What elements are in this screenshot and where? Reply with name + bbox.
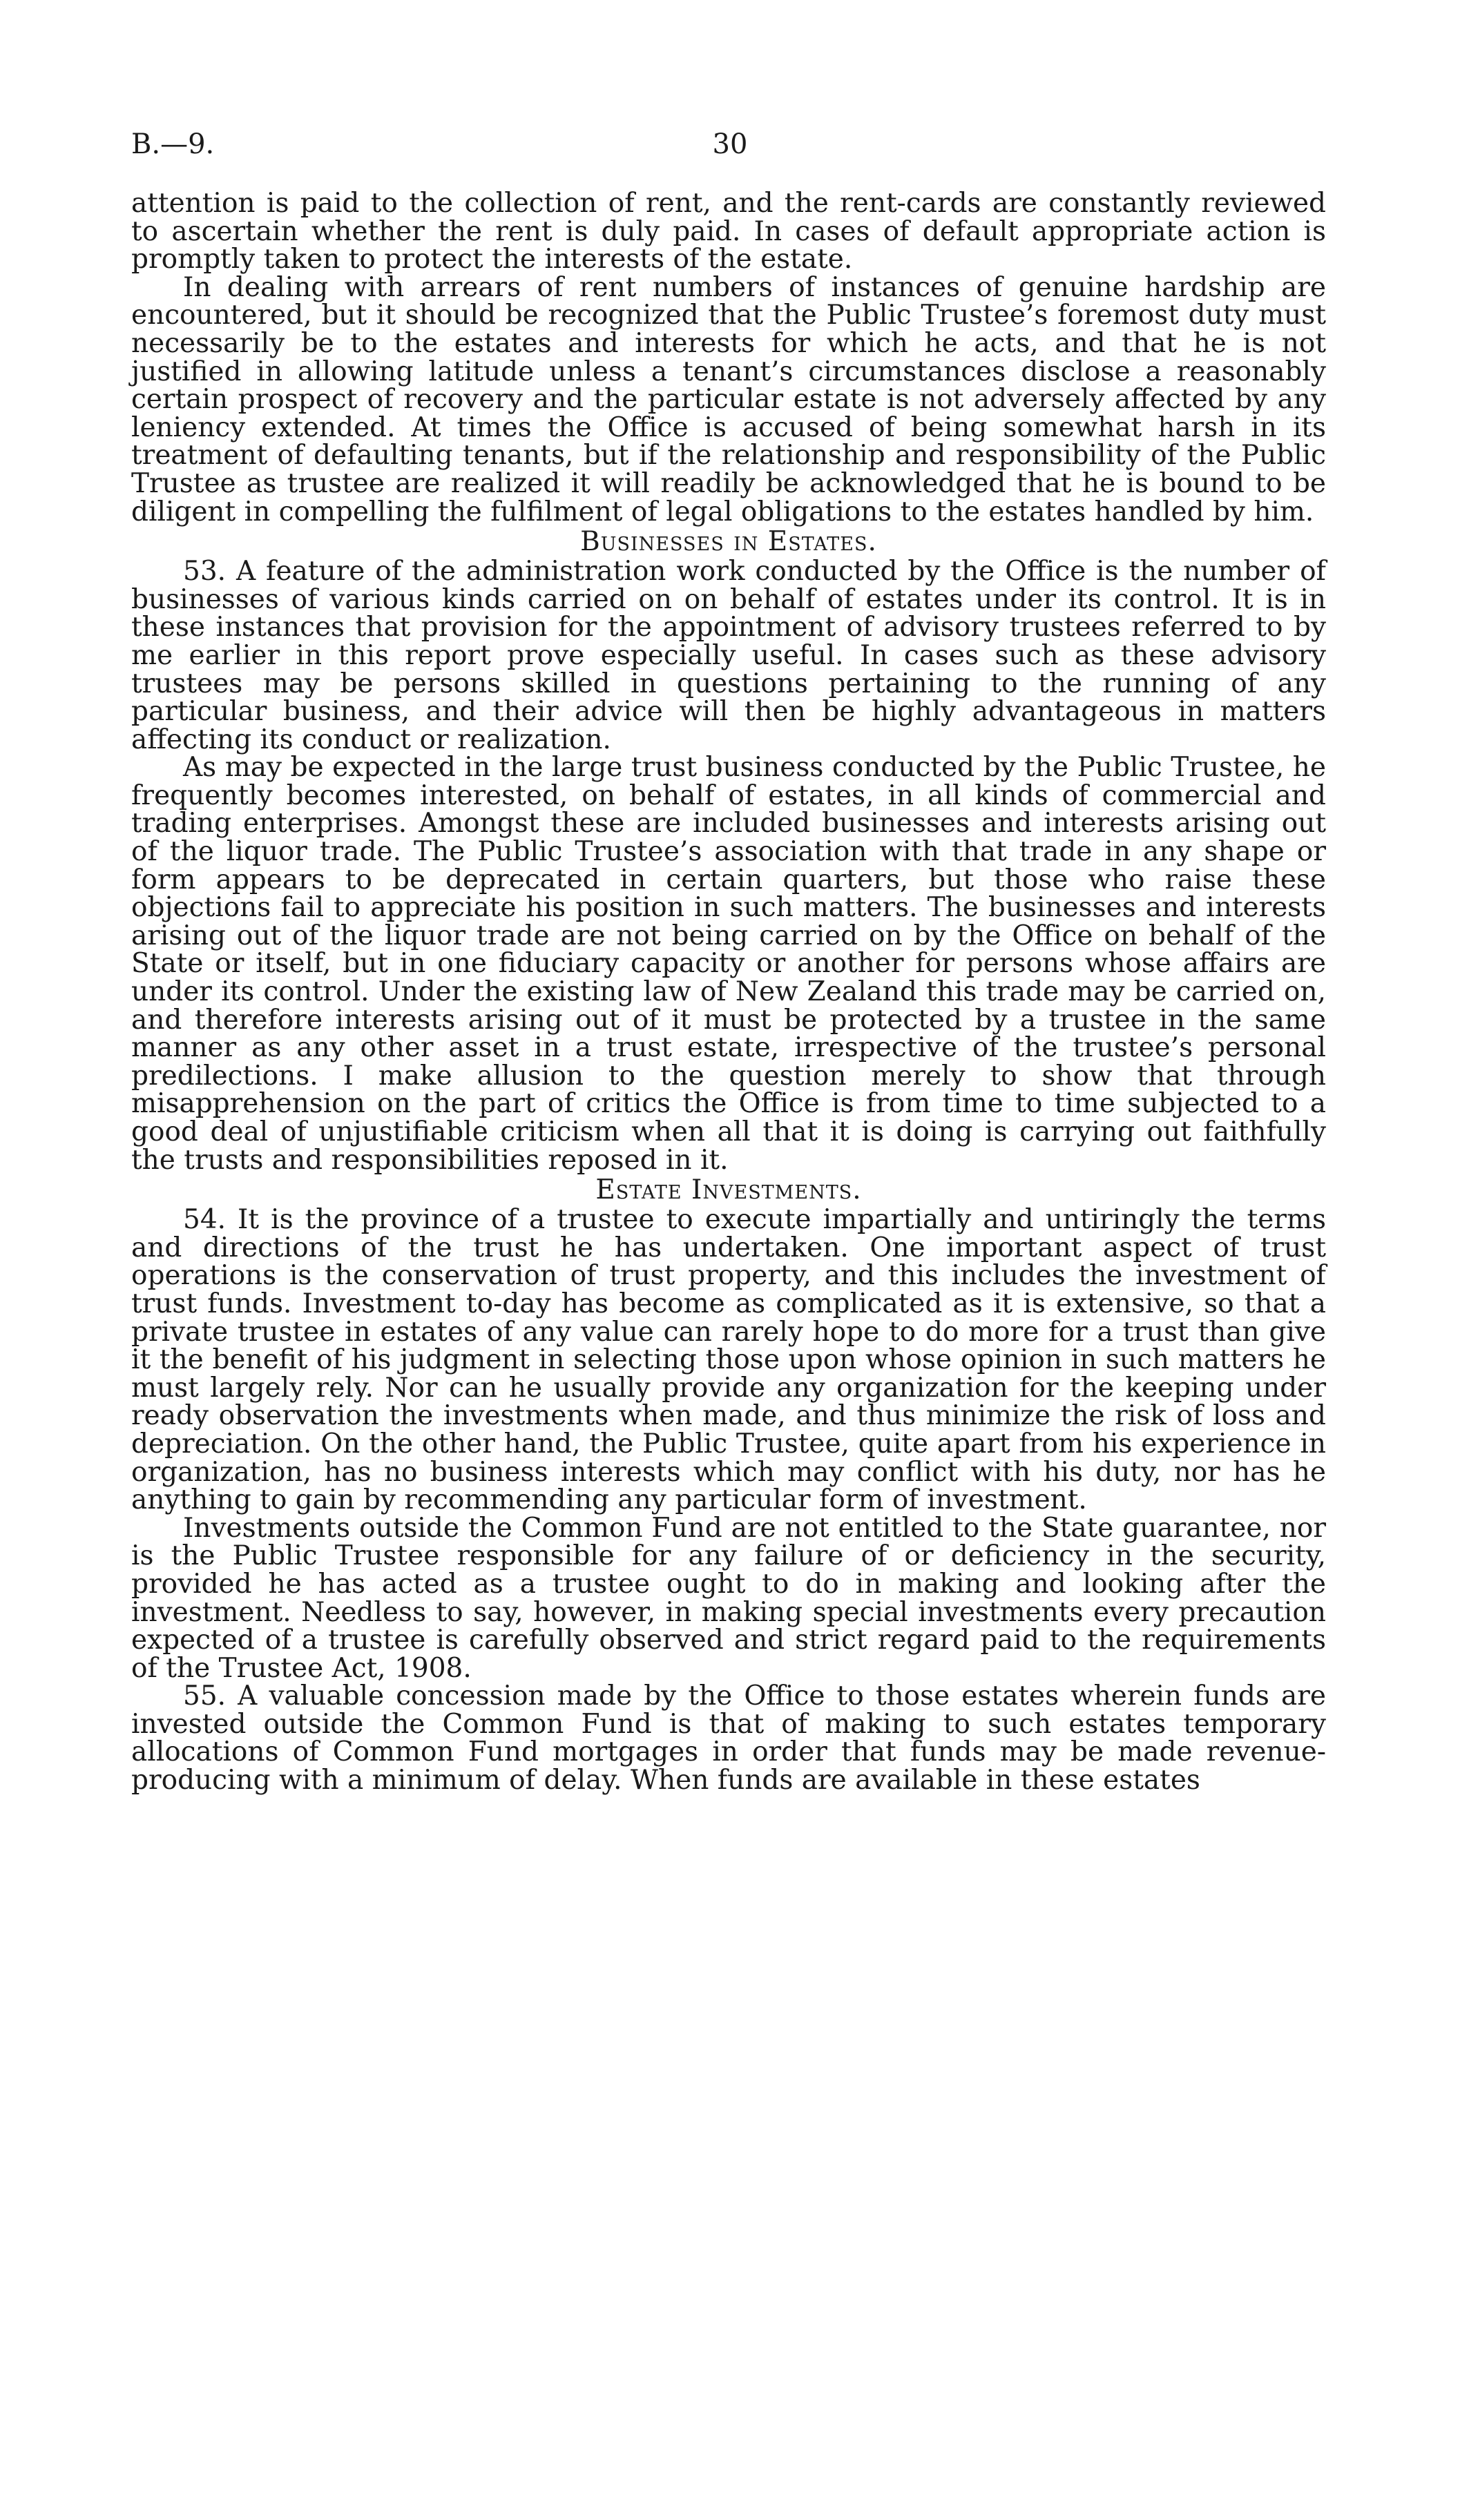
page-header (131, 128, 1329, 163)
document-reference: B.—9. (131, 128, 215, 160)
paragraph-arrears: In dealing with arrears of rent numbers of instances of genuine hardship are encountered, but it should be recognized that the Public Trustee’s foremost duty must necessarily be to the estates and interests for which he acts, and that he is not justified in allowing latitude unless a tenant’s circumstances disclose a reasonably certain prospect of recovery and the particular estate is not adversely affected by any leniency extended. At times the Office is accused of being somewhat harsh in its treatment of defaulting tenants, but if the relationship and responsibility of the Public Trustee as trustee are realized it will readily be acknowledged that he is bound to be diligent in compelling the fulfilment of legal obligations to the estates handled by him. (131, 271, 1326, 527)
section-heading-investments: Estate Investments. (595, 1174, 862, 1206)
section-heading-businesses: Businesses in Estates. (580, 526, 877, 558)
page-number: 30 (712, 128, 748, 160)
paragraph-55: 55. A valuable concession made by the Office to those estates wherein funds are invested outside the Common Fund is that of making to such estates temporary allocations of Common Fund mortgages in order that funds may be made revenue-producing with a minimum of delay. When funds are available in these estates (131, 1680, 1326, 1796)
paragraph-common-fund: Investments outside the Common Fund are not entitled to the State guarantee, nor is the Public Trustee responsible for any failure of or deficiency in the security, provided he has acted as a trustee ought to do in making and looking after the investment. Needless to say, however, in making special investments every precaution expected of a trustee is carefully observed and strict regard paid to the requirements of the Trustee Act, 1908. (131, 1512, 1326, 1684)
paragraph-continuation: attention is paid to the collection of rent, and the rent-cards are constantly reviewed to ascertain whether the rent is duly paid. In cases of default appropriate action is promptly taken to protect the interests of the estate. (131, 188, 1326, 275)
document-body (131, 190, 1326, 1795)
paragraph-54: 54. It is the province of a trustee to execute impartially and untiringly the terms and directions of the trust he has undertaken. One important aspect of trust operations is the conservation of trust property, and this includes the investment of trust funds. Investment to-day has become as complicated as it is extensive, so that a private trustee in estates of any value can rarely hope to do more for a trust than give it the benefit of his judgment in selecting those upon whose opinion in such matters he must largely rely. Nor can he usually provide any organization for the keeping under ready observation the investments when made, and thus minimize the risk of loss and depreciation. On the other hand, the Public Trustee, quite apart from his experience in organization, has no business interests which may conflict with his duty, nor has he anything to gain by recommending any particular form of investment. (131, 1204, 1326, 1516)
paragraph-liquor-trade: As may be expected in the large trust business conducted by the Public Trustee, he frequently becomes interested, on behalf of estates, in all kinds of commercial and trading enterprises. Amongst these are included businesses and interests arising out of the liquor trade. The Public Trustee’s association with that trade in any shape or form appears to be deprecated in certain quarters, but those who raise these objections fail to appreciate his position in such matters. The businesses and interests arising out of the liquor trade are not being carried on by the Office on behalf of the State or itself, but in one fiduciary capacity or another for persons whose affairs are under its control. Under the existing law of New Zealand this trade may be carried on, and therefore interests arising out of it must be protected by a trustee in the same manner as any other asset in a trust estate, irrespective of the trustee’s personal predilections. I make allusion to the question merely to show that through misapprehension on the part of critics the Office is from time to time subjected to a good deal of unjustifiable criticism when all that it is doing is carrying out faithfully the trusts and responsibilities reposed in it. (131, 752, 1326, 1176)
paragraph-53: 53. A feature of the administration work conducted by the Office is the number of businesses of various kinds carried on on behalf of estates under its control. It is in these instances that provision for the appointment of advisory trustees referred to by me earlier in this report prove especially useful. In cases such as these advisory trustees may be persons skilled in questions pertaining to the running of any particular business, and their advice will then be highly advantageous in matters affecting its conduct or realization. (131, 556, 1326, 755)
